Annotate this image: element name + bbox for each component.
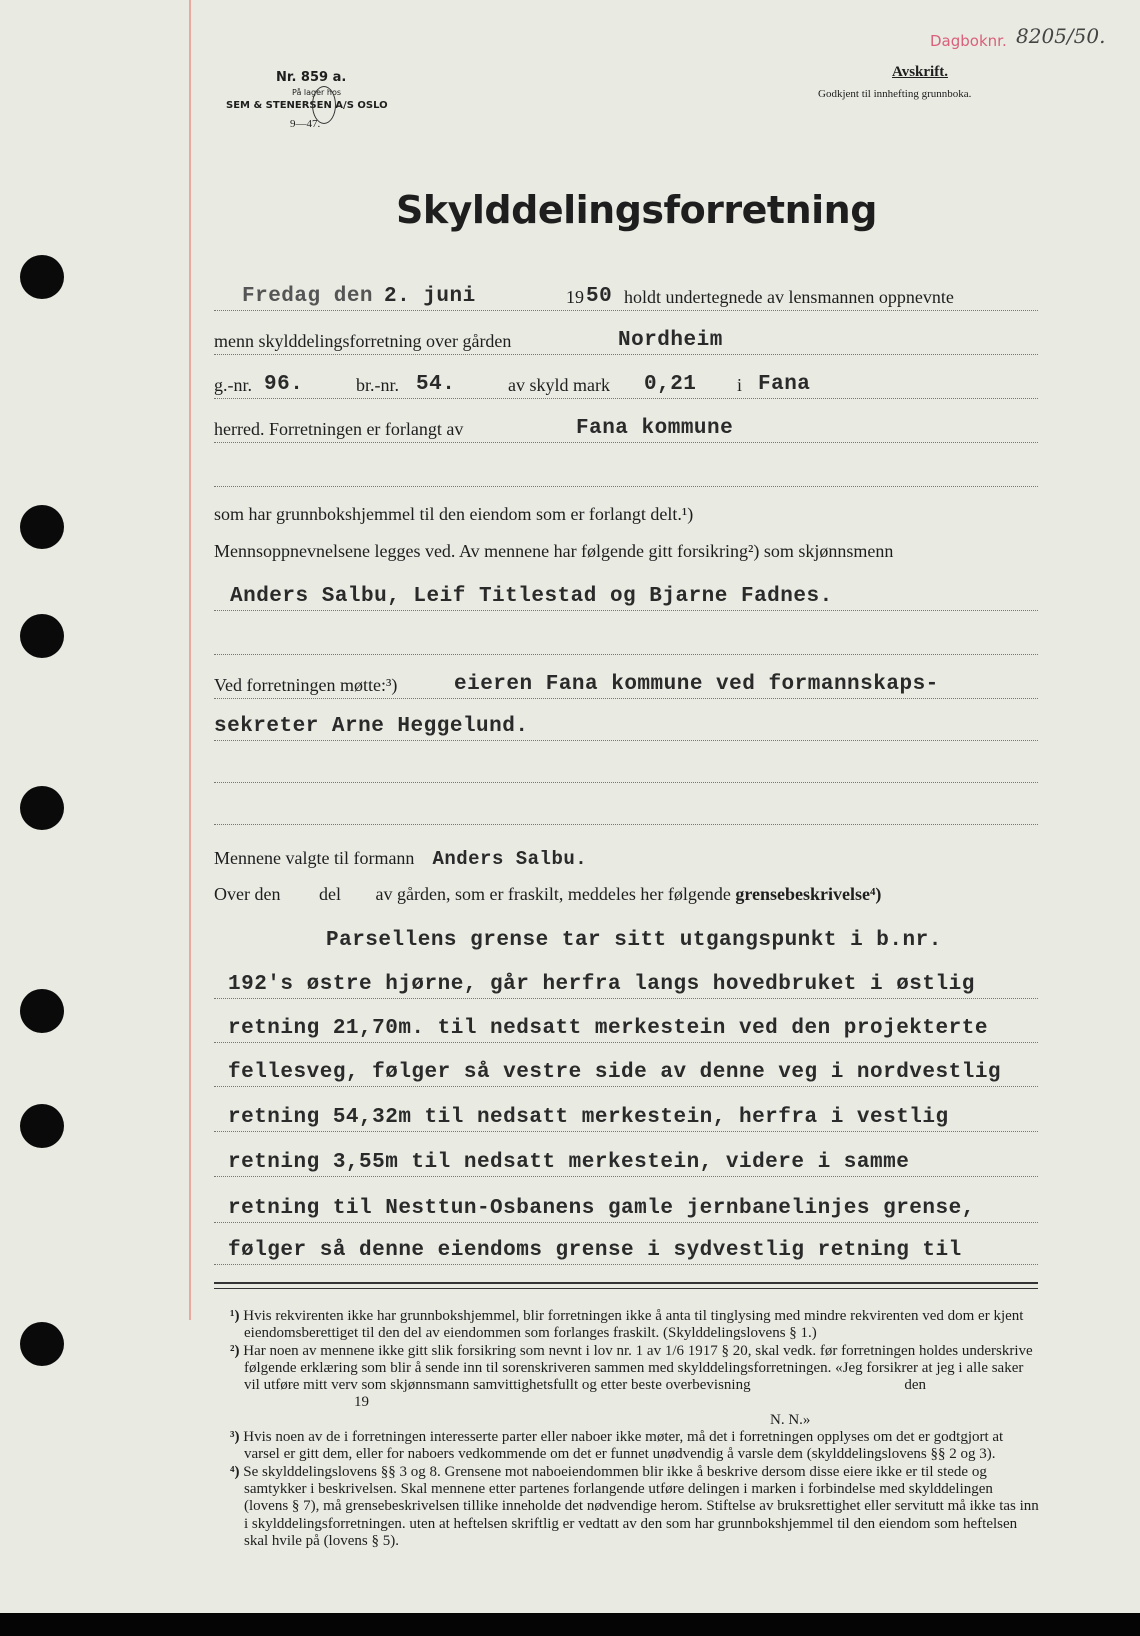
margin-line [189,0,191,1320]
description-text: Parsellens grense tar sitt utgangspunkt i b.nr. [326,929,942,952]
footnote-1 [230,1308,1040,1343]
footnote-text: Hvis rekvirenten ikke har grunnbokshjemmel, blir forretningen ikke å anta til tinglysing med mindre rekvirenten ved dom er kjent eiendomsberettiget til den del av eiendommen som forlanges fraskilt. (Skylddelingslovens § 1.) [243,1308,1024,1342]
footnote-signature: N. N.» [770,1411,811,1428]
description-line [214,1101,1038,1132]
blank-row [214,624,1038,655]
description-line [214,968,1038,999]
over-den-label: Over den [214,884,281,904]
description-line [214,1056,1038,1087]
requester-value: Fana kommune [576,417,734,440]
blank-row [214,752,1038,783]
year-value: 50 [586,285,613,308]
dagboknr-label: Dagboknr. [930,32,1007,50]
dagboknr-value: 8205/50. [1016,24,1106,48]
punch-hole [20,255,64,299]
footnote-text: Se skylddelingslovens §§ 3 og 8. Grensene mot naboeiendommen blir ikke å beskrive dersom disse eiere ikke er til stede og samtykker i beskrivelsen. Skal mennene etter partenes forlangende utføre delingen i marken i forbindelse med skylddelingen (lovens § 7), må grensebeskrivelsen tillike inneholde det nødvendige herom. Stiftelse av bruksrettighet eller servitutt må ikke tas inn i skylddelingsforretningen. uten at heftelsen skriftlig er vedtatt av den som har grunnbokshjemmel til den eiendom som heftelsen skal hvile på (lovens § 5). [243,1463,1039,1549]
skyld-value: 0,21 [644,373,697,396]
printer-date: 9—47. [290,118,321,130]
godkjent-text: Godkjent til innhefting grunnboka. [818,88,972,100]
chairman-label: Mennene valgte til formann [214,848,415,868]
footnote-den: den [904,1377,927,1394]
description-text: følger så denne eiendoms grense i sydvestlig retning til [228,1239,962,1262]
double-rule [214,1282,1038,1289]
footnote-text: Hvis noen av de i forretningen interesserte parter eller naboer ikke møter, må det i forretningen opplyses om det er godtgjort at varsel er gitt dem, eller for naboers vedkommende om det er funnet unødvendig å varsle dem (skylddelingslovens §§ 2 og 3). [243,1429,1004,1463]
footnote-mark: ²) [230,1342,240,1359]
appraisers-value: Anders Salbu, Leif Titlestad og Bjarne Fadnes. [230,585,833,608]
footnote-2 [230,1343,1040,1429]
blank-row [214,794,1038,825]
weekday-text: Fredag den [242,285,374,308]
attendees-label: Ved forretningen møtte:³) [214,675,398,695]
farm-label: menn skylddelingsforretning over gården [214,331,512,351]
punch-hole [20,786,64,830]
punch-hole [20,1322,64,1366]
punch-hole [20,614,64,658]
footnote-mark: ¹) [230,1308,240,1324]
page-title: Skylddelingsforretning [396,188,877,232]
attendees-value-cont: sekreter Arne Heggelund. [214,715,529,738]
municipality-value: Fana [758,373,811,396]
description-text: 192's østre hjørne, går herfra langs hovedbruket i østlig [228,973,975,996]
footnote-mark: ³) [230,1429,240,1446]
skyld-label: av skyld mark [508,375,610,395]
form-row-attendees [214,668,1038,699]
punch-hole [20,505,64,549]
description-text: retning til Nesttun-Osbanens gamle jernbanelinjes grense, [228,1197,975,1220]
form-number: Nr. 859 a. [276,70,347,85]
description-line [214,1234,1038,1265]
farm-value: Nordheim [618,329,723,352]
description-text: retning 54,32m til nedsatt merkestein, herfra i vestlig [228,1106,949,1129]
form-row-requester [214,412,1038,443]
scan-border [0,1613,1140,1636]
grensebeskrivelse-label: grensebeskrivelse⁴) [735,884,882,904]
gnr-value: 96. [264,373,304,396]
date-line-text: holdt undertegnede av lensmannen oppnevnte [624,287,954,307]
gnr-label: g.-nr. [214,375,252,395]
brnr-value: 54. [416,373,456,396]
requester-label: herred. Forretningen er forlangt av [214,419,464,439]
attendees-value: eieren Fana kommune ved formannskaps- [454,673,939,696]
brnr-label: br.-nr. [356,375,399,395]
description-line [214,1146,1038,1177]
blank-row [214,456,1038,487]
footnote-text: Har noen av mennene ikke gitt slik forsikring som nevnt i lov nr. 1 av 1/6 1917 § 20, skal vedk. før forretningen holdes underskrive følgende erklæring som blir å sende inn til sorenskriveren sammen med skylddelingsforretningen. «Jeg forsikrer at jeg i alle saker vil utføre mitt verv som skjønnsmann samvittighetsfullt og etter beste overbevisning [243,1342,1033,1394]
footnote-mark: ⁴) [230,1463,240,1480]
description-text: retning 3,55m til nedsatt merkestein, videre i samme [228,1151,910,1174]
printer-line: På lager hos [292,88,341,97]
chairman-row [214,848,587,870]
footnote-4 [230,1464,1040,1550]
date-value: 2. juni [384,285,476,308]
form-row-appraisers [214,580,1038,611]
year-prefix: 19 [566,287,584,307]
punch-hole [20,989,64,1033]
forsikring-text: Mennsoppnevnelsene legges ved. Av mennene har følgende gitt forsikring²) som skjønnsmenn [214,541,894,561]
description-text: fellesveg, følger så vestre side av denne veg i nordvestlig [228,1061,1002,1084]
del-label: del [318,884,341,904]
form-row-attendees-cont [214,710,1038,741]
footnote-3 [230,1429,1040,1464]
description-line [214,1192,1038,1223]
boundary-intro-row [214,884,881,905]
printer-seal [312,86,336,124]
description-line [214,924,1038,954]
form-row-farm [214,324,1038,355]
description-text: retning 21,70m. til nedsatt merkestein ved den projekterte [228,1017,988,1040]
printer-name: SEM & STENERSEN A/S OSLO [226,100,388,111]
boundary-intro-text: av gården, som er fraskilt, meddeles her følgende [375,884,731,904]
chairman-value: Anders Salbu. [432,848,588,870]
description-line [214,1012,1038,1043]
footnotes [230,1308,1040,1550]
avskrift-label: Avskrift. [892,64,948,80]
hjemmel-text: som har grunnbokshjemmel til den eiendom som er forlangt delt.¹) [214,504,694,524]
form-row-date [214,280,1038,311]
in-label: i [737,375,743,395]
footnote-year: 19 [354,1394,369,1411]
form-row-numbers [214,368,1038,399]
punch-hole [20,1104,64,1148]
